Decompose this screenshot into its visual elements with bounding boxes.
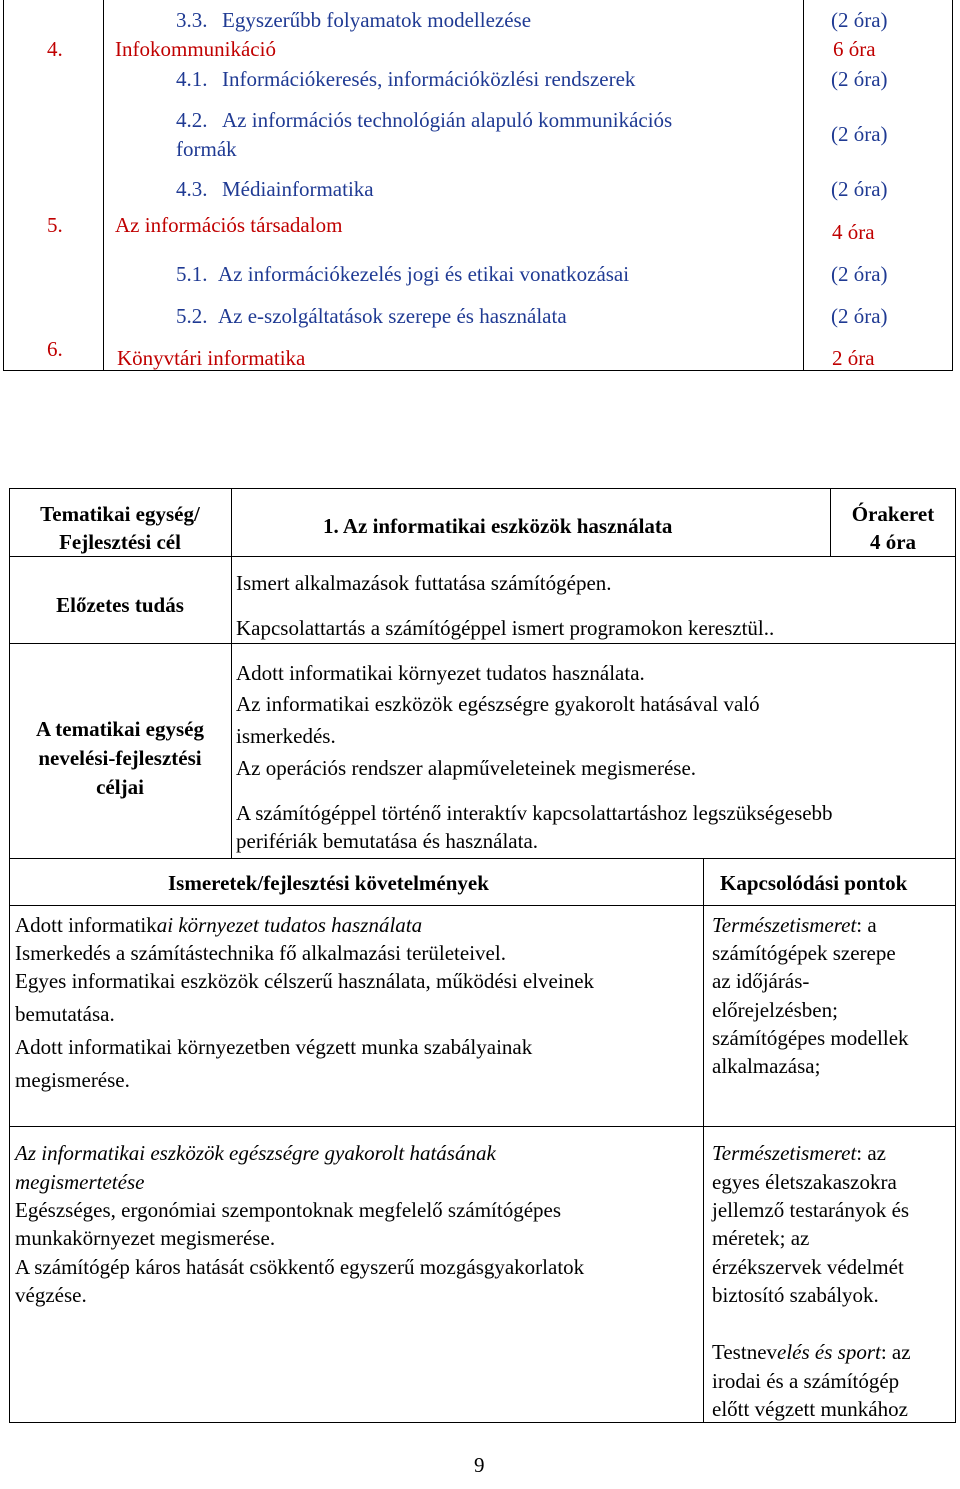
requirement-line: A számítógép káros hatását csökkentő egyszerű mozgásgyakorlatok	[15, 1255, 585, 1279]
toc-row-title-cont: formák	[176, 137, 237, 161]
goals-line: Adott informatikai környezet tudatos használata.	[236, 661, 645, 685]
link-line: érzékszervek védelmét	[712, 1255, 904, 1279]
goals-line: Az informatikai eszközök egészségre gyakorolt hatásával való	[236, 692, 760, 716]
toc-row-title: Az információkezelés jogi és etikai vonatkozásai	[218, 262, 630, 286]
requirement-line: bemutatása.	[15, 1002, 115, 1026]
toc-row-title: Az információs technológián alapuló kommunikációs	[222, 108, 673, 132]
toc-row-title: Az e-szolgáltatások szerepe és használata	[218, 304, 567, 328]
page-number: 9	[474, 1453, 485, 1477]
link-line: biztosító szabályok.	[712, 1283, 879, 1307]
toc-row-hours: (2 óra)	[831, 262, 888, 286]
link-line: előtt végzett munkához	[712, 1397, 908, 1421]
toc-row-num: 5.1.	[176, 262, 208, 286]
requirements-header: Ismeretek/fejlesztési követelmények	[168, 871, 489, 895]
toc-row-hours: 6 óra	[833, 37, 876, 61]
toc-row-hours: (2 óra)	[831, 67, 888, 91]
goals-line: ismerkedés.	[236, 724, 336, 748]
toc-row-hours: (2 óra)	[831, 122, 888, 146]
requirement-line: Ismerkedés a számítástechnika fő alkalmazási területeivel.	[15, 941, 506, 965]
toc-row-hours: 2 óra	[832, 346, 875, 370]
toc-row-title: Infokommunikáció	[115, 37, 276, 61]
prior-knowledge-line: Kapcsolattartás a számítógéppel ismert programokon keresztül..	[236, 616, 775, 640]
links-header: Kapcsolódási pontok	[720, 871, 908, 895]
requirement-line: Egyes informatikai eszközök célszerű használata, működési elveinek	[15, 969, 595, 993]
toc-row-hours: 4 óra	[832, 220, 875, 244]
toc-row-title: Médiainformatika	[222, 177, 374, 201]
link-line: alkalmazása;	[712, 1054, 821, 1078]
requirement-line: megismerése.	[15, 1068, 130, 1092]
toc-row-num: 5.2.	[176, 304, 208, 328]
link-line: Természetismeret: az	[712, 1141, 887, 1165]
requirement-line: megismertetése	[15, 1170, 145, 1194]
goals-label: A tematikai egység nevelési-fejlesztési céljai	[36, 717, 204, 799]
toc-row-title: Az információs társadalom	[115, 213, 343, 237]
toc-row-num: 4.	[47, 37, 63, 61]
link-line: az időjárás-	[712, 969, 810, 993]
link-line: előrejelzésben;	[712, 998, 838, 1022]
goals-line: A számítógéppel történő interaktív kapcsolattartáshoz legszükségesebb	[236, 801, 833, 825]
link-line: számítógépes modellek	[712, 1026, 909, 1050]
goals-line: Az operációs rendszer alapműveleteinek megismerése.	[236, 756, 697, 780]
toc-row-num: 4.1.	[176, 67, 208, 91]
requirement-line: Egészséges, ergonómiai szempontoknak megfelelő számítógépes	[15, 1198, 562, 1222]
link-line: Természetismeret: a	[712, 913, 877, 937]
link-line: Testnevelés és sport: az	[712, 1340, 911, 1364]
toc-row-num: 4.2.	[176, 108, 208, 132]
link-line: számítógépek szerepe	[712, 941, 896, 965]
goals-line: perifériák bemutatása és használata.	[236, 829, 539, 853]
toc-row-num: 4.3.	[176, 177, 208, 201]
toc-row-num: 6.	[47, 337, 63, 361]
requirement-line: Adott informatikai környezetben végzett munka szabályainak	[15, 1035, 533, 1059]
toc-row-hours: (2 óra)	[831, 177, 888, 201]
requirement-line: végzése.	[15, 1283, 87, 1307]
unit-header-label: Tematikai egység/ Fejlesztési cél	[40, 502, 200, 554]
toc-row-hours: (2 óra)	[831, 8, 888, 32]
link-line: méretek; az	[712, 1226, 810, 1250]
prior-knowledge-line: Ismert alkalmazások futtatása számítógépen.	[236, 571, 612, 595]
toc-row-num: 5.	[47, 213, 63, 237]
toc-row-title: Könyvtári informatika	[117, 346, 306, 370]
link-line: egyes életszakaszokra	[712, 1170, 897, 1194]
prior-knowledge-label: Előzetes tudás	[56, 593, 184, 617]
requirement-line: munkakörnyezet megismerése.	[15, 1226, 276, 1250]
unit-hours: Órakeret 4 óra	[851, 502, 935, 554]
link-line: irodai és a számítógép	[712, 1369, 900, 1393]
toc-row-title: Információkeresés, információközlési rendszerek	[222, 67, 636, 91]
toc-row-hours: (2 óra)	[831, 304, 888, 328]
requirement-line: Adott informatikai környezet tudatos használata	[15, 913, 423, 937]
unit-title: 1. Az informatikai eszközök használata	[323, 514, 673, 538]
requirement-line: Az informatikai eszközök egészségre gyakorolt hatásának	[15, 1141, 496, 1165]
toc-row-num: 3.3.	[176, 8, 208, 32]
toc-row-title: Egyszerűbb folyamatok modellezése	[222, 8, 532, 32]
link-line: jellemző testarányok és	[712, 1198, 910, 1222]
